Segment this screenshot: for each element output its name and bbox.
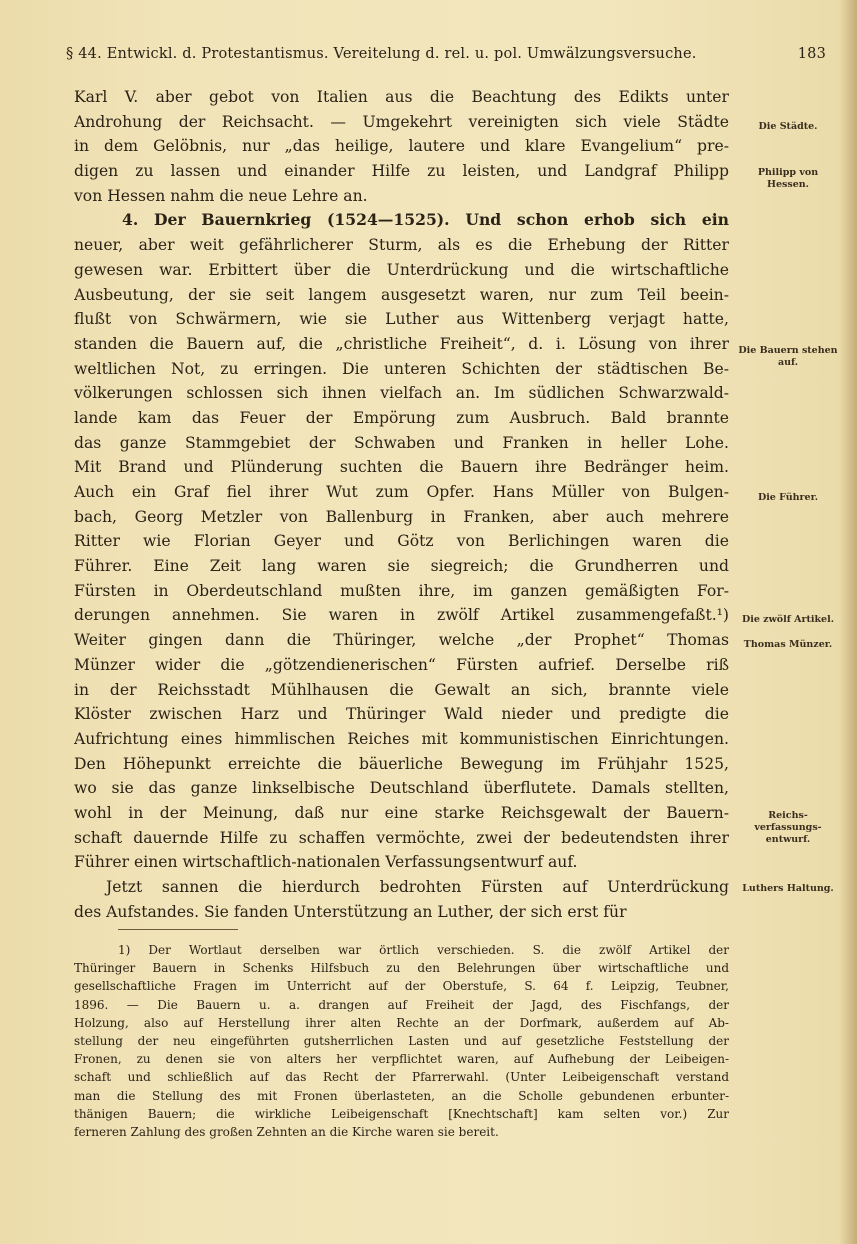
text-line: Karl V. aber gebot von Italien aus die Beachtung des Edikts unter	[74, 88, 729, 106]
text-line: Auch ein Graf fiel ihrer Wut zum Opfer. Hans Müller von Bulgen-	[74, 483, 729, 501]
page-number: 183	[797, 46, 826, 62]
text-line: weltlichen Not, zu erringen. Die unteren Schichten der städtischen Be-	[74, 359, 729, 378]
footnote-line: ferneren Zahlung des großen Zehnten an die Kirche waren sie bereit.	[74, 1124, 499, 1139]
footnote-line: man die Stellung des mit Fronen überlasteten, an die Scholle gebundenen erbunter-	[74, 1088, 729, 1103]
text-line: neuer, aber weit gefährlicherer Sturm, als es die Erhebung der Ritter	[74, 236, 729, 255]
text-line: digen zu lassen und einander Hilfe zu leisten, und Landgraf Philipp	[74, 162, 729, 181]
margin-note-muenzer: Thomas Münzer.	[743, 639, 833, 650]
text-line: das ganze Stammgebiet der Schwaben und Franken in heller Lohe.	[74, 433, 729, 452]
text-line: Jetzt sannen die hierdurch bedrohten Fürsten auf Unterdrückung	[106, 878, 729, 896]
text-line: schaft dauernde Hilfe zu schaffen vermöchte, zwei der bedeutendsten ihrer	[74, 828, 729, 847]
text-line: Mit Brand und Plünderung suchten die Bauern ihre Bedränger heim.	[74, 458, 729, 477]
footnote-line: stellung der neu eingeführten gutsherrlichen Lasten und auf gesetzliche Feststellung der	[74, 1033, 729, 1048]
margin-note-fuehrer: Die Führer.	[757, 492, 819, 503]
running-header	[66, 46, 826, 70]
footnote-line: gesellschaftliche Fragen im Unterricht auf der Oberstufe, S. 64 f. Leipzig, Teubner,	[74, 979, 729, 994]
margin-note-luther: Luthers Haltung.	[742, 883, 834, 894]
text-line: völkerungen schlossen sich ihnen vielfach an. Im südlichen Schwarzwald-	[74, 384, 729, 403]
page-edge-shadow	[839, 0, 857, 1244]
running-title: § 44. Entwickl. d. Protestantismus. Vereitelung d. rel. u. pol. Umwälzungsversuche.	[66, 46, 697, 62]
text-line: Weiter gingen dann die Thüringer, welche „der Prophet“ Thomas	[74, 631, 729, 650]
text-line: Fürsten in Oberdeutschland mußten ihre, im ganzen gemäßigten For-	[74, 581, 729, 600]
footnote-line: thänigen Bauern; die wirkliche Leibeigenschaft [Knechtschaft] kam selten vor.) Zur	[74, 1106, 729, 1121]
text-line: in dem Gelöbnis, nur „das heilige, lautere und klare Evangelium“ pre-	[74, 137, 729, 156]
footnote-line: Thüringer Bauern in Schenks Hilfsbuch zu den Belehrungen über wirtschaftliche und	[74, 961, 729, 976]
margin-note-staedte: Die Städte.	[758, 121, 818, 132]
footnote-line: 1896. — Die Bauern u. a. drangen auf Freiheit der Jagd, des Fischfangs, der	[74, 997, 729, 1012]
text-line: Klöster zwischen Harz und Thüringer Wald nieder und predigte die	[74, 705, 729, 724]
text-line: standen die Bauern auf, die „christliche Freiheit“, d. i. Lösung von ihrer	[74, 334, 729, 353]
text-line: des Aufstandes. Sie fanden Unterstützung an Luther, der sich erst für	[74, 902, 627, 921]
section-heading-line: 4. Der Bauernkrieg (1524—1525). Und schon erhob sich ein	[122, 210, 729, 230]
text-line: Ritter wie Florian Geyer und Götz von Berlichingen waren die	[74, 532, 729, 551]
text-line: wo sie das ganze linkselbische Deutschland überflutete. Damals stellten,	[74, 779, 729, 798]
footnote-rule	[118, 929, 238, 930]
footnote-line: Holzung, also auf Herstellung ihrer alten Rechte an der Dorfmark, außerdem auf Ab-	[74, 1015, 729, 1030]
footnote-line: schaft und schließlich auf das Recht der Pfarrerwahl. (Unter Leibeigenschaft verstand	[74, 1070, 729, 1085]
text-line: von Hessen nahm die neue Lehre an.	[74, 186, 368, 205]
text-line: bach, Georg Metzler von Ballenburg in Franken, aber auch mehrere	[74, 507, 729, 526]
text-line: Aufrichtung eines himmlischen Reiches mit kommunistischen Einrichtungen.	[74, 729, 729, 748]
text-line: Münzer wider die „götzendienerischen“ Fürsten aufrief. Derselbe riß	[74, 655, 729, 674]
text-line: Führer. Eine Zeit lang waren sie siegreich; die Grundherren und	[74, 557, 729, 576]
text-line: Führer einen wirtschaftlich-nationalen Verfassungsentwurf auf.	[74, 853, 578, 872]
text-line: gewesen war. Erbittert über die Unterdrückung und die wirtschaftliche	[74, 260, 729, 279]
text-line: flußt von Schwärmern, wie sie Luther aus Wittenberg verjagt hatte,	[74, 310, 729, 329]
footnote-line: 1) Der Wortlaut derselben war örtlich verschieden. S. die zwölf Artikel der	[118, 943, 729, 957]
text-line: derungen annehmen. Sie waren in zwölf Artikel zusammengefaßt.¹)	[74, 606, 729, 625]
text-line: Den Höhepunkt erreichte die bäuerliche Bewegung im Frühjahr 1525,	[74, 754, 729, 773]
margin-note-bauern: Die Bauern stehen auf.	[738, 345, 838, 368]
text-line: Androhung der Reichsacht. — Umgekehrt vereinigten sich viele Städte	[74, 112, 729, 131]
margin-note-reichsverfassung: Reichs-verfassungs-entwurf.	[754, 810, 822, 845]
text-line: wohl in der Meinung, daß nur eine starke Reichsgewalt der Bauern-	[74, 803, 729, 822]
main-text	[74, 85, 729, 924]
text-line: lande kam das Feuer der Empörung zum Ausbruch. Bald brannte	[74, 408, 729, 427]
text-line: Ausbeutung, der sie seit langem ausgesetzt waren, nur zum Teil beein-	[74, 285, 729, 304]
footnotes	[74, 941, 729, 1141]
margin-note-philipp: Philipp von Hessen.	[757, 167, 819, 190]
text-line: in der Reichsstadt Mühlhausen die Gewalt an sich, brannte viele	[74, 680, 729, 699]
margin-note-artikel: Die zwölf Artikel.	[741, 614, 835, 625]
footnote-line: Fronen, zu denen sie von alters her verpflichtet waren, auf Aufhebung der Leibeigen-	[74, 1052, 729, 1067]
